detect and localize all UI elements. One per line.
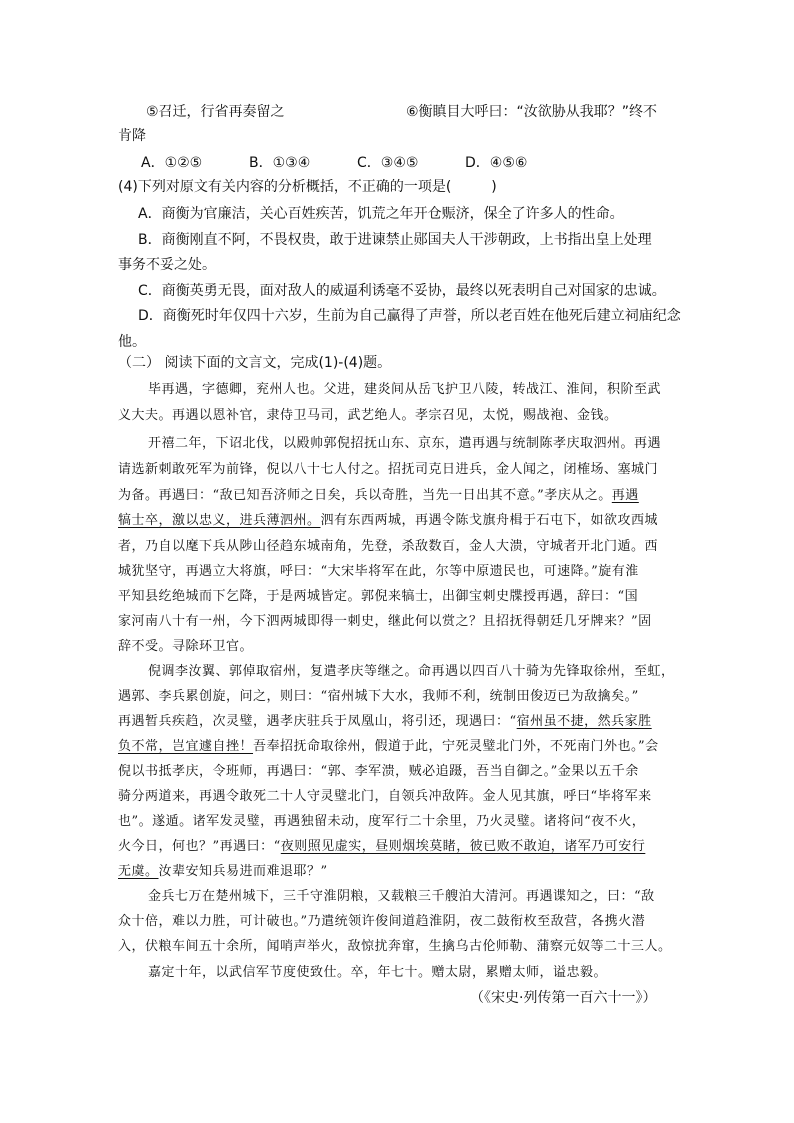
passage-line: 倪调李汝翼、郭倬取宿州，复遣孝庆等继之。命再遇以四百八十骑为先锋取徐州，至虹， xyxy=(148,664,675,679)
passage-line: 开禧二年，下诏北伐，以殿帅郭倪招抚山东、京东，遣再遇与统制陈孝庆取泗州。再遇 xyxy=(148,436,662,451)
passage-line: 者，乃自以麾下兵从陟山径趋东城南角，先登，杀敌数百，金人大溃，守城者开北门遁。西 xyxy=(118,539,659,554)
choice-b[interactable]: B．①③④ xyxy=(249,155,311,171)
passage-line: 嘉定十年，以武信军节度使致仕。卒，年七十。赠太尉，累赠太师，谥忠毅。 xyxy=(148,965,608,980)
passage-line: 辞不受。寻除环卫官。 xyxy=(118,639,254,654)
passage-text: 泗有东西两城，再遇令陈戈旗舟楫于石屯下，如欲攻西城 xyxy=(320,513,659,528)
question-4-option-d-continued: 他。 xyxy=(118,334,146,350)
choice-a[interactable]: A．①②⑤ xyxy=(141,155,203,171)
underlined-sentence: 负不常，岂宜遽自挫！ xyxy=(118,739,254,754)
question-4-option-a: A．商衡为官廉洁，关心百姓疾苦，饥荒之年开仓赈济，保全了许多人的性命。 xyxy=(138,206,624,222)
passage-line xyxy=(118,485,639,507)
passage-line: 请选新刺敢死军为前锋，倪以八十七人付之。招抚司克日进兵，金人闻之，闭榷场、塞城门 xyxy=(118,462,659,477)
underlined-sentence: 无虞。 xyxy=(118,864,159,879)
passage-line: 骑分两道来，再遇令敢死二十人守灵璧北门，自领兵冲敌阵。金人见其旗，呼曰“毕将军来 xyxy=(118,789,652,804)
passage-line xyxy=(118,736,659,758)
option-item-6-continued: 肯降 xyxy=(118,128,146,144)
passage-line xyxy=(118,836,645,858)
passage-line: 平知县纥绝城而下乞降，于是两城皆定。郭倪来犒士，出御宝刺史牒授再遇，辞曰：“国 xyxy=(118,589,639,604)
question-4-option-b: B．商衡刚直不阿，不畏权贵，敢于进谏禁止郧国夫人干涉朝政，上书指出皇上处理 xyxy=(138,232,652,248)
passage-line xyxy=(118,861,328,883)
passage-text: 为备。再遇曰：“敌已知吾济师之日矣，兵以奇胜，当先一日出其不意。”孝庆从之。 xyxy=(118,488,612,503)
passage-text: 火今日，何也？”再遇曰：“ xyxy=(118,839,281,854)
passage-text: 汝辈安知兵易进而难退耶？” xyxy=(158,864,328,879)
passage-text: 吾奉招抚命取徐州，假道于此，宁死灵璧北门外，不死南门外也。”会 xyxy=(253,739,659,754)
passage-line: 毕再遇，字德卿，兖州人也。父进，建炎间从岳飞护卫八陵，转战江、淮间，积阶至武 xyxy=(148,382,662,397)
passage-line xyxy=(118,711,652,733)
passage-line: 也”。遂遁。诸军发灵璧，再遇独留未动，度军行二十余里，乃火灵璧。诸将问“夜不火， xyxy=(118,814,646,829)
passage-line xyxy=(118,510,658,532)
question-4-option-d: D．商衡死时年仅四十六岁，生前为自己赢得了声誉，所以老百姓在他死后建立祠庙纪念 xyxy=(138,308,681,324)
choice-c[interactable]: C．③④⑤ xyxy=(357,155,419,171)
underlined-sentence: 夜则照见虚实，昼则烟埃莫睹，彼已败不敢迫，诸军乃可安行 xyxy=(280,839,646,854)
option-item-6: ⑥衡瞋目大呼曰：“汝欲胁从我耶？”终不 xyxy=(406,104,658,120)
source-citation: （《宋史·列传第一百六十一》） xyxy=(470,990,657,1006)
question-4-stem-text: (4)下列对原文有关内容的分析概括，不正确的一项是( xyxy=(118,179,452,195)
passage-line: 众十倍，难以力胜，可计破也。”乃遣统领许俊间道趋淮阴，夜二鼓衔枚至敌营，各携火潜 xyxy=(118,914,646,929)
underlined-sentence: 再遇 xyxy=(611,488,639,503)
passage-line: 义大夫。再遇以恩补官，隶侍卫马司，武艺绝人。孝宗召见，太悦，赐战袍、金钱。 xyxy=(118,408,618,423)
passage-line: 倪以书抵孝庆，令班师，再遇曰：“郭、李军溃，贼必追蹑，吾当自御之。”金果以五千余 xyxy=(118,764,639,779)
passage-line: 金兵七万在楚州城下，三千守淮阴粮，又载粮三千艘泊大清河。再遇谍知之，曰：“敌 xyxy=(148,889,655,904)
question-4-option-c: C．商衡英勇无畏，面对敌人的威逼利诱毫不妥协，最终以死表明自己对国家的忠诚。 xyxy=(138,283,666,299)
passage-line: 城犹坚守，再遇立大将旗，呼曰：“大宋毕将军在此，尔等中原遗民也，可速降。”旋有淮 xyxy=(118,564,639,579)
passage-line: 遇郭、李兵累创旋，问之，则曰：“宿州城下大水，我师不利，统制田俊迈已为敌擒矣。” xyxy=(118,689,639,704)
section-2-heading: （二） 阅读下面的文言文，完成(1)-(4)题。 xyxy=(118,355,392,371)
option-item-5: ⑤召迁，行省再奏留之 xyxy=(146,104,285,120)
passage-line: 家河南八十有一州，今下泗两城即得一刺史，继此何以赏之？且招抚得朝廷几牙牌来？”固 xyxy=(118,614,652,629)
passage-text: 再遇暂兵疾趋，次灵璧，遇孝庆驻兵于凤凰山，将引还，现遇曰：“ xyxy=(118,714,517,729)
choice-row xyxy=(141,152,527,174)
question-4-stem xyxy=(118,176,497,198)
choice-d[interactable]: D．④⑤⑥ xyxy=(465,155,528,171)
underlined-sentence: 犒士卒，激以忠义，进兵薄泗州。 xyxy=(118,513,321,528)
passage-line: 入，伏粮车间五十余所，闻哨声举火，敌惊扰奔窜，生擒乌古伦师勒、蒲察元奴等二十三人。 xyxy=(118,939,672,954)
underlined-sentence: 宿州虽不捷，然兵家胜 xyxy=(516,714,652,729)
question-4-stem-close: ) xyxy=(491,179,497,195)
question-4-option-b-continued: 事务不妥之处。 xyxy=(118,257,216,273)
